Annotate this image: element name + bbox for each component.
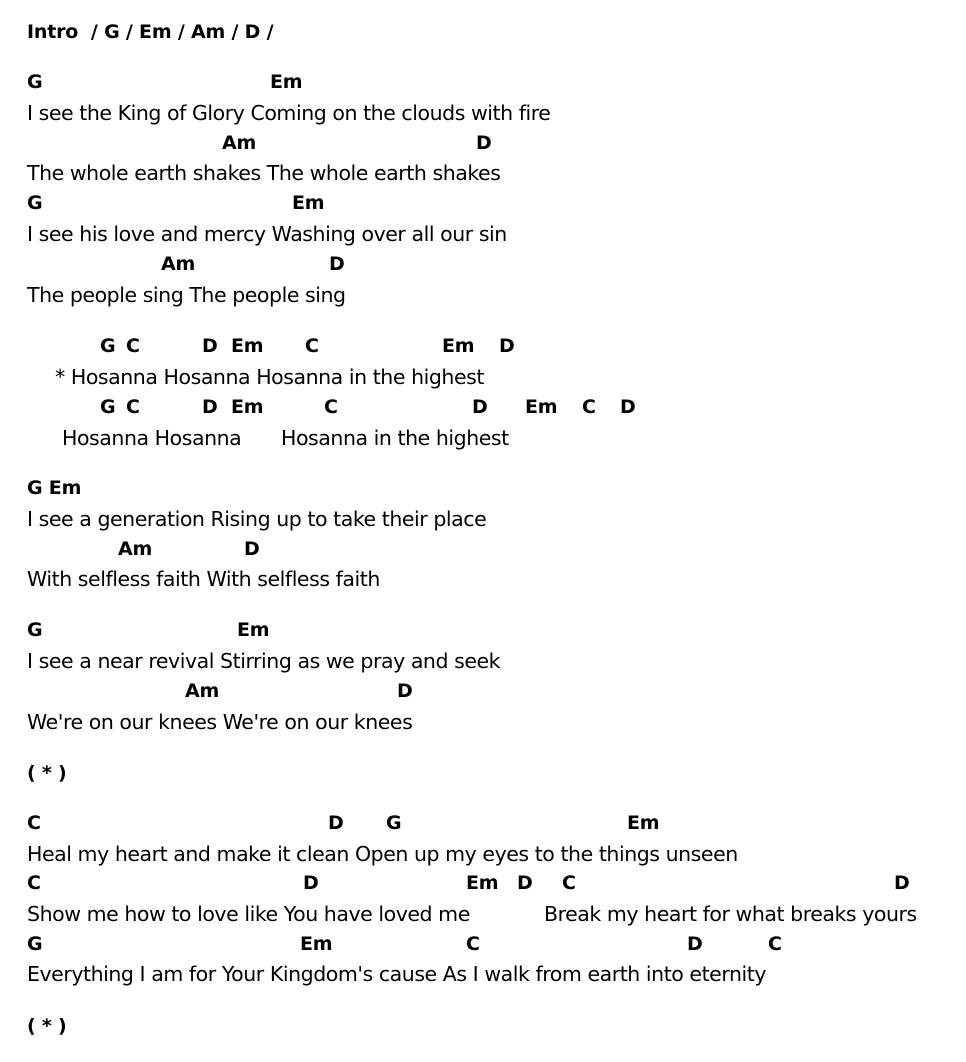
chord: Em [292,192,325,214]
chord: G [27,71,43,93]
lyric-line: With selfless faith With selfless faith [27,567,380,591]
chord: D [472,396,488,418]
lyric-line: I see the King of Glory Coming on the clouds with fire [27,101,551,125]
chord: C [324,396,338,418]
chord: G Em [27,477,82,499]
chord: D [476,132,492,154]
lyric-line: Hosanna in the highest [281,426,509,450]
chord: Am [222,132,257,154]
chord: D [499,335,515,357]
chord: D [517,872,533,894]
chord: D [244,538,260,560]
chord: D [894,872,910,894]
chord: C [768,933,782,955]
chord: D [202,396,218,418]
chord: D [397,680,413,702]
chord: C [126,396,140,418]
chord: Em [627,812,660,834]
chord: Em [270,71,303,93]
lyric-line: * Hosanna Hosanna Hosanna in the highest [55,365,484,389]
chord: Am [161,253,196,275]
lyric-line: Heal my heart and make it clean Open up my eyes to the things unseen [27,842,738,866]
chord: D [202,335,218,357]
lyric-line: We're on our knees We're on our knees [27,710,413,734]
chord: C [466,933,480,955]
chord: Am [185,680,220,702]
lyric-line: I see a generation Rising up to take their place [27,507,487,531]
chord: C [562,872,576,894]
chord: Em [442,335,475,357]
chord: G [100,396,116,418]
chord: D [303,872,319,894]
chord: Am [118,538,153,560]
chord: Em [466,872,499,894]
chord: C [582,396,596,418]
chord: Em [231,396,264,418]
intro-line: Intro / G / Em / Am / D / [27,21,274,43]
chord: Em [300,933,333,955]
chord: C [305,335,319,357]
lyric-line: I see his love and mercy Washing over all our sin [27,222,507,246]
chorus-reference: ( * ) [27,1015,67,1037]
chord: Em [237,619,270,641]
lyric-line: Break my heart for what breaks yours [544,902,917,926]
lyric-line: Everything I am for Your Kingdom's cause As I walk from earth into eternity [27,962,767,986]
lyric-line: The whole earth shakes The whole earth shakes [27,161,501,185]
chord: G [100,335,116,357]
chord: Em [525,396,558,418]
chord: D [687,933,703,955]
chord: G [27,619,43,641]
lyric-line: Show me how to love like You have loved me [27,902,470,926]
lyric-line: The people sing The people sing [27,283,346,307]
chord: D [620,396,636,418]
chorus-reference: ( * ) [27,762,67,784]
chord: G [27,192,43,214]
chord: Em [231,335,264,357]
chord: C [126,335,140,357]
chord: D [329,253,345,275]
lyric-line: Hosanna Hosanna [62,426,242,450]
chord: C [27,812,41,834]
chord: D [328,812,344,834]
lyric-line: I see a near revival Stirring as we pray and seek [27,649,501,673]
chord: G [27,933,43,955]
chord: C [27,872,41,894]
chord: G [386,812,402,834]
